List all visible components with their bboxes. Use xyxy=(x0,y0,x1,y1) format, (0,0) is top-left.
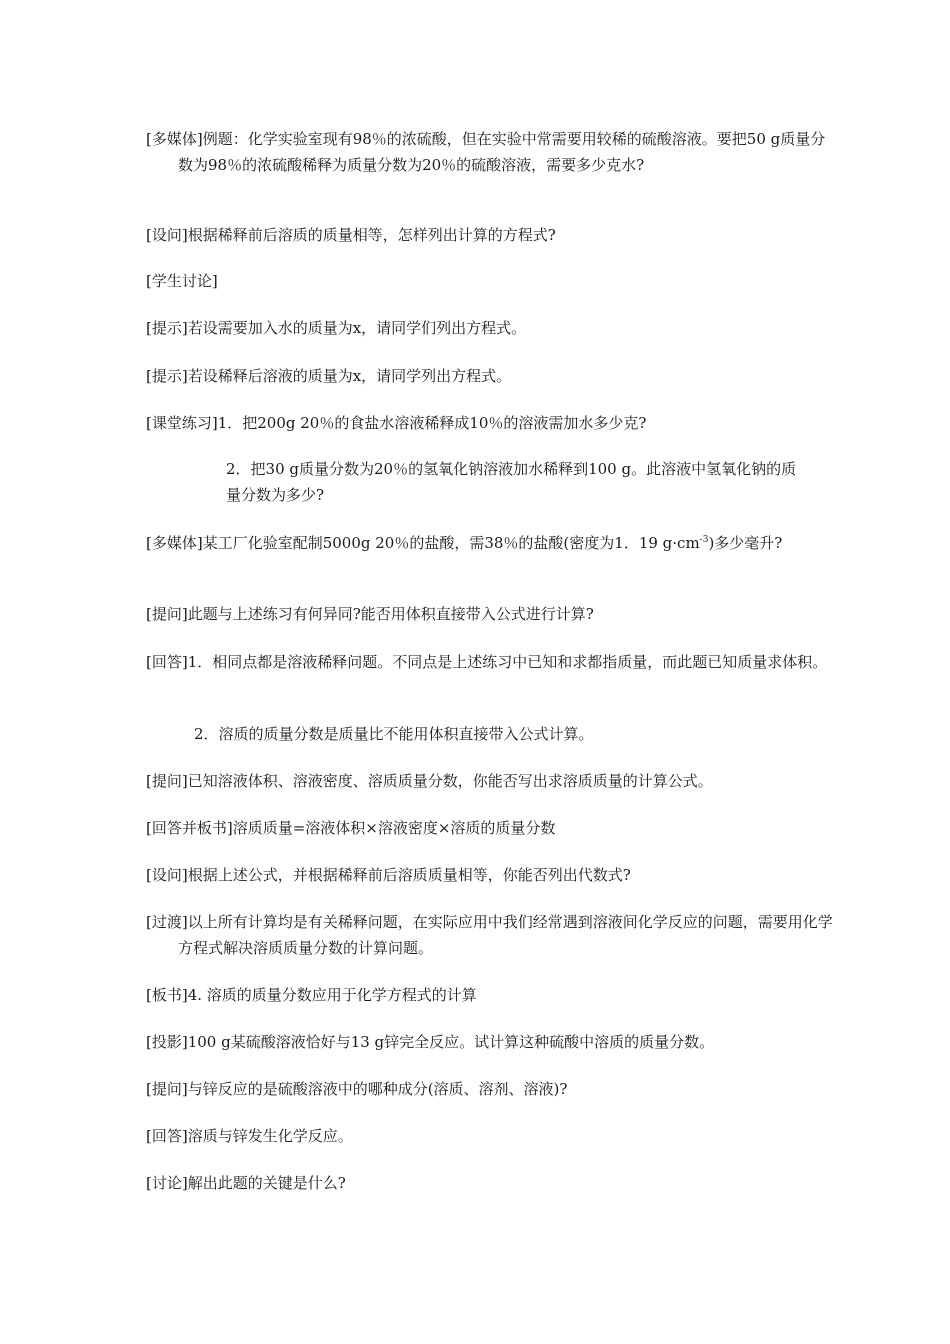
paragraph-text: [提问]与锌反应的是硫酸溶液中的哪种成分(溶质、溶剂、溶液)? xyxy=(146,1080,568,1098)
paragraph-text: [过渡]以上所有计算均是有关稀释问题，在实际应用中我们经常遇到溶液间化学反应的问题，需要用化学方程式解决溶质质量分数的计算问题。 xyxy=(146,913,833,957)
paragraph-question-equation xyxy=(146,222,804,248)
paragraph-question-formula xyxy=(146,768,804,794)
paragraph-hint-solution xyxy=(146,363,804,389)
paragraph-multimedia-hydrochloric xyxy=(146,530,836,556)
paragraph-multimedia-example xyxy=(146,126,836,178)
paragraph-blackboard-4 xyxy=(146,982,804,1008)
superscript-exponent: -3 xyxy=(699,535,709,545)
paragraph-transition xyxy=(146,909,836,961)
paragraph-text: )多少毫升? xyxy=(708,534,783,552)
paragraph-discussion-key xyxy=(146,1170,804,1196)
paragraph-question-zinc xyxy=(146,1076,804,1102)
paragraph-text: [学生讨论] xyxy=(146,272,218,290)
paragraph-text: [投影]100 g某硫酸溶液恰好与13 g锌完全反应。试计算这种硫酸中溶质的质量分数。 xyxy=(146,1033,715,1051)
paragraph-student-discussion xyxy=(146,268,804,294)
paragraph-text: [设问]根据上述公式，并根据稀释前后溶质质量相等，你能否列出代数式? xyxy=(146,866,631,884)
paragraph-text: [课堂练习]1．把200g 20％的食盐水溶液稀释成10％的溶液需加水多少克? xyxy=(146,414,647,432)
paragraph-text: 2．把30 g质量分数为20％的氢氧化钠溶液加水稀释到100 g。此溶液中氢氧化钠的质量分数为多少? xyxy=(226,460,797,504)
paragraph-projection xyxy=(146,1029,804,1055)
paragraph-text: [提问]已知溶液体积、溶液密度、溶质质量分数，你能否写出求溶质质量的计算公式。 xyxy=(146,772,713,790)
paragraph-answer-blackboard xyxy=(146,815,804,841)
paragraph-text: 2．溶质的质量分数是质量比不能用体积直接带入公式计算。 xyxy=(194,725,594,743)
paragraph-text: [多媒体]例题：化学实验室现有98％的浓硫酸，但在实验中常需要用较稀的硫酸溶液。要把50 g质量分数为98％的浓硫酸稀释为质量分数为20％的硫酸溶液，需要多少克水? xyxy=(146,130,826,174)
paragraph-question-algebra xyxy=(146,862,804,888)
paragraph-answer-1 xyxy=(146,649,836,675)
paragraph-text: [板书]4. 溶质的质量分数应用于化学方程式的计算 xyxy=(146,986,477,1004)
paragraph-class-exercise-1 xyxy=(146,410,804,436)
paragraph-answer-2 xyxy=(194,721,804,747)
paragraph-class-exercise-2 xyxy=(226,456,804,508)
paragraph-text: [设问]根据稀释前后溶质的质量相等，怎样列出计算的方程式? xyxy=(146,226,556,244)
paragraph-text: [回答并板书]溶质质量=溶液体积×溶液密度×溶质的质量分数 xyxy=(146,819,556,837)
paragraph-hint-water xyxy=(146,315,804,341)
paragraph-text: [回答]溶质与锌发生化学反应。 xyxy=(146,1127,353,1145)
paragraph-answer-zinc xyxy=(146,1123,804,1149)
paragraph-text: [提示]若设稀释后溶液的质量为x，请同学列出方程式。 xyxy=(146,367,512,385)
paragraph-text: [多媒体]某工厂化验室配制5000g 20％的盐酸，需38％的盐酸(密度为1．19 g·cm xyxy=(146,534,700,552)
paragraph-text: [提问]此题与上述练习有何异同?能否用体积直接带入公式进行计算? xyxy=(146,605,594,623)
paragraph-text: [提示]若设需要加入水的质量为x，请同学们列出方程式。 xyxy=(146,319,527,337)
paragraph-question-difference xyxy=(146,601,804,627)
paragraph-text: [回答]1．相同点都是溶液稀释问题。不同点是上述练习中已知和求都指质量，而此题已知质量求体积。 xyxy=(146,653,828,671)
paragraph-text: [讨论]解出此题的关键是什么? xyxy=(146,1174,346,1192)
